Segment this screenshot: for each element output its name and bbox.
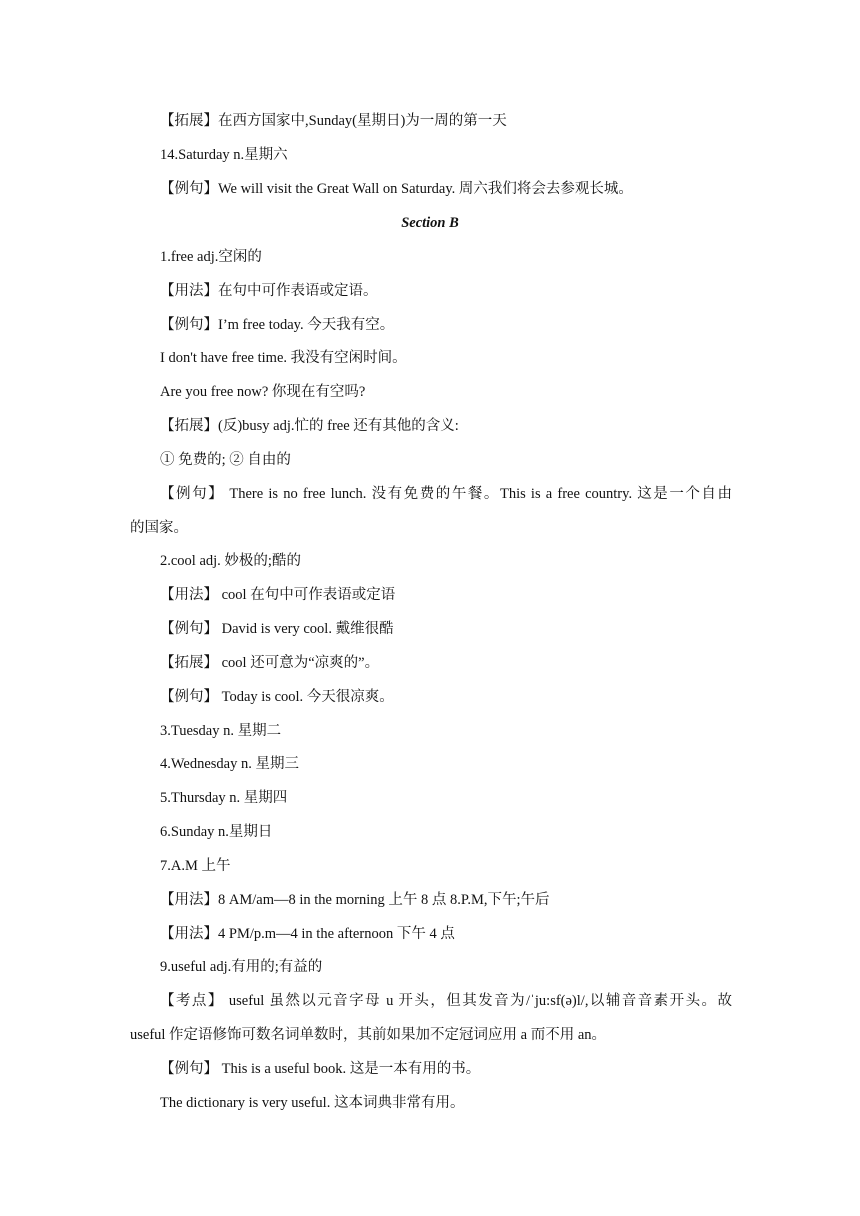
text-line: 3.Tuesday n. 星期二	[160, 723, 282, 739]
text-line: 4.Wednesday n. 星期三	[160, 756, 299, 772]
section-heading: Section B	[401, 215, 459, 231]
text-line: Are you free now? 你现在有空吗?	[160, 384, 366, 400]
text-line: 【例句】 This is a useful book. 这是一本有用的书。	[160, 1061, 481, 1077]
text-line: 6.Sunday n.星期日	[160, 824, 273, 840]
text-line: 9.useful adj.有用的;有益的	[160, 959, 323, 975]
text-line: ① 免费的; ② 自由的	[160, 452, 291, 468]
text-line: 2.cool adj. 妙极的;酷的	[160, 553, 301, 569]
text-line: 【例句】We will visit the Great Wall on Saturday. 周六我们将会去参观长城。	[160, 181, 633, 197]
text-line: useful 作定语修饰可数名词单数时，其前如果加不定冠词应用 a 而不用 an。	[130, 1027, 607, 1043]
text-line: 【用法】 cool 在句中可作表语或定语	[160, 587, 396, 603]
text-line: The dictionary is very useful. 这本词典非常有用。	[160, 1095, 465, 1111]
text-line: 5.Thursday n. 星期四	[160, 790, 288, 806]
text-line: 【用法】在句中可作表语或定语。	[160, 283, 378, 299]
text-line: 【拓展】(反)busy adj.忙的 free 还有其他的含义:	[160, 418, 459, 434]
text-line: 【考点】 useful 虽然以元音字母 u 开头，但其发音为/ˈju:sf(ə)l/,以辅音音素开头。故	[160, 993, 732, 1009]
text-line: 【用法】8 AM/am—8 in the morning 上午 8 点 8.P.M,下午;午后	[160, 892, 550, 908]
text-line: 【拓展】 cool 还可意为“凉爽的”。	[160, 655, 380, 671]
text-line: 【例句】 There is no free lunch. 没有免费的午餐。This is a free country. 这是一个自由	[160, 486, 732, 502]
text-line: 14.Saturday n.星期六	[160, 147, 288, 163]
text-line: 【例句】I’m free today. 今天我有空。	[160, 317, 395, 333]
text-line: 7.A.M 上午	[160, 858, 231, 874]
text-line: 【例句】 David is very cool. 戴维很酷	[160, 621, 394, 637]
text-line: 的国家。	[130, 520, 188, 536]
text-line: 1.free adj.空闲的	[160, 249, 262, 265]
text-line: 【例句】 Today is cool. 今天很凉爽。	[160, 689, 394, 705]
text-line: 【用法】4 PM/p.m—4 in the afternoon 下午 4 点	[160, 926, 455, 942]
text-line: I don't have free time. 我没有空闲时间。	[160, 350, 407, 366]
text-line: 【拓展】在西方国家中,Sunday(星期日)为一周的第一天	[160, 113, 507, 129]
